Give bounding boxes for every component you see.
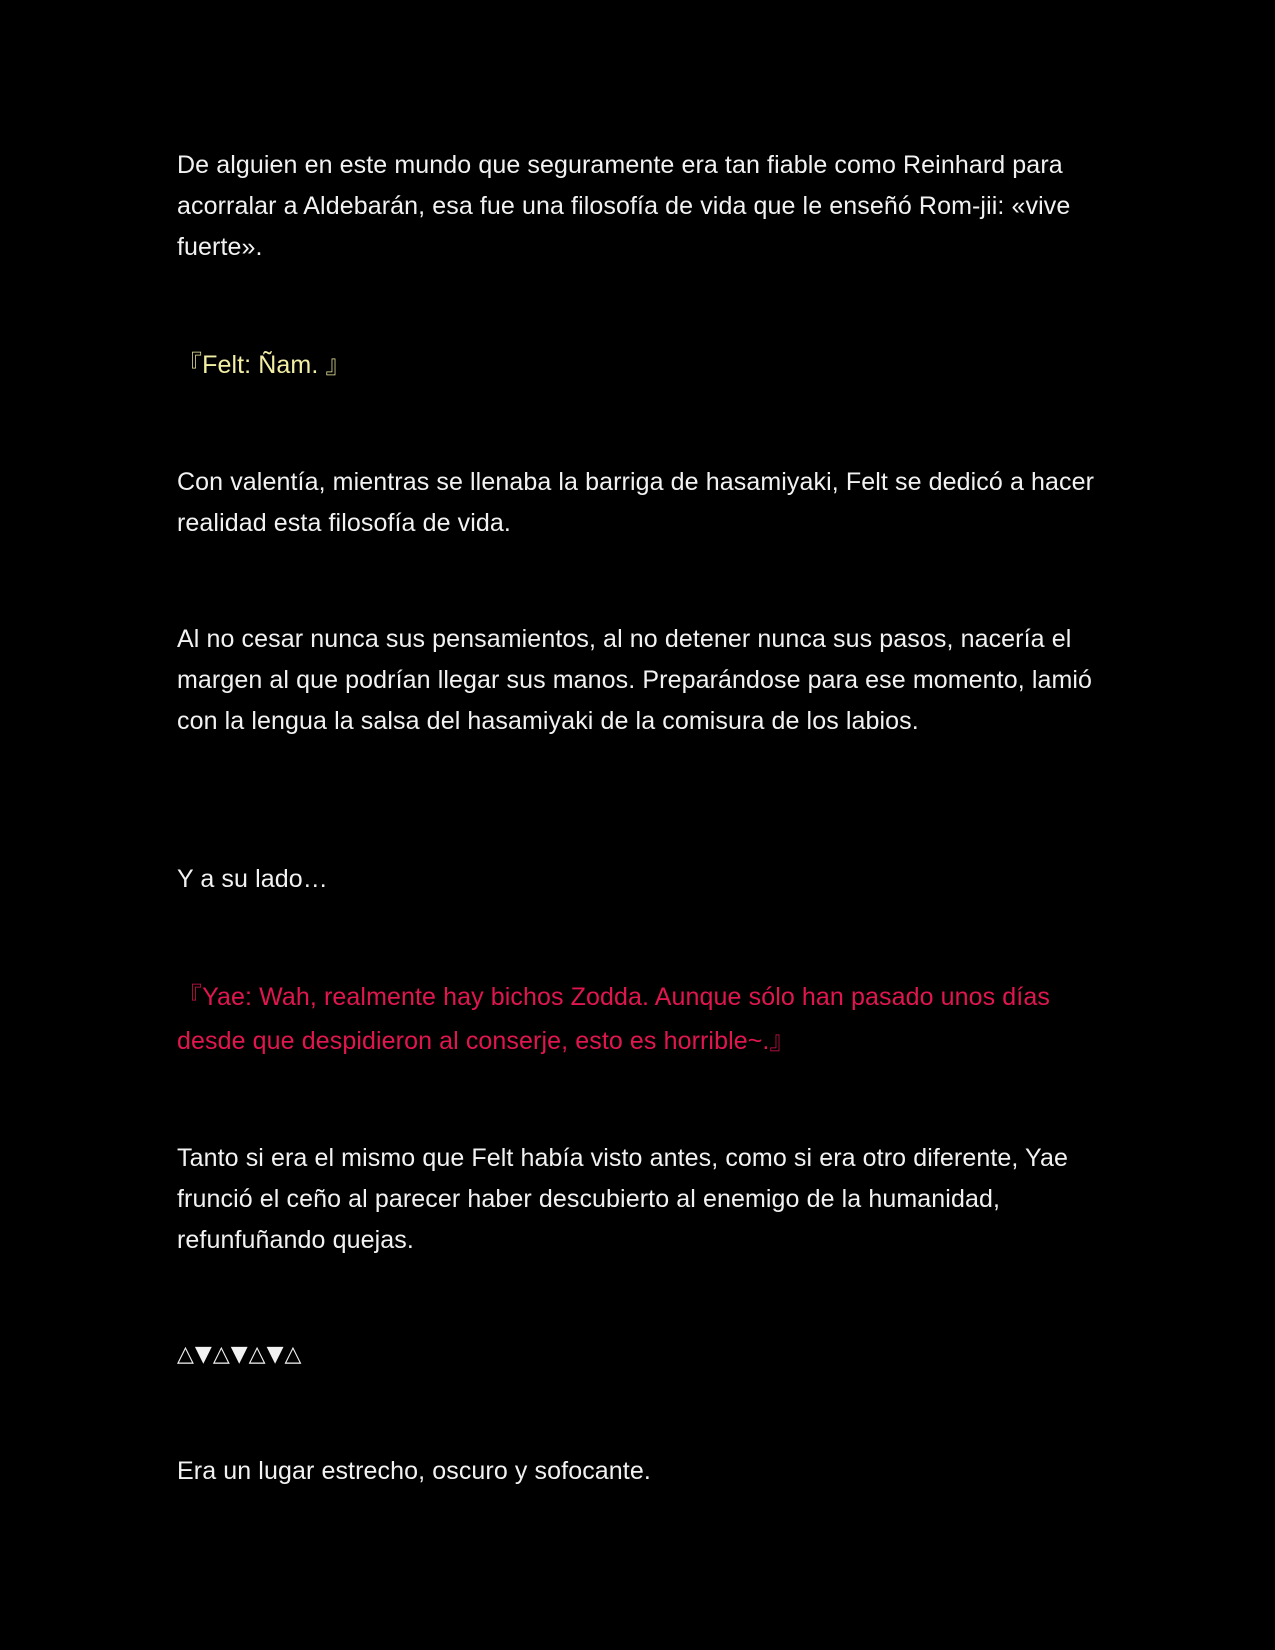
narration-paragraph-3: Al no cesar nunca sus pensamientos, al no detener nunca sus pasos, nacería el margen al que podrían llegar sus manos. Preparándose para ese momento, lamió con la lengua la salsa del hasamiyaki de la comisura de los labios. — [177, 625, 1093, 735]
scene-separator: △▼△▼△▼△ — [177, 1342, 303, 1367]
narration-paragraph-2: Con valentía, mientras se llenaba la barriga de hasamiyaki, Felt se dedicó a hacer realidad esta filosofía de vida. — [177, 468, 1095, 537]
document-page — [177, 0, 1107, 1650]
narration-paragraph-1: De alguien en este mundo que seguramente era tan fiable como Reinhard para acorralar a Aldebarán, esa fue una filosofía de vida que le enseñó Rom-jii: «vive fuerte». — [177, 151, 1071, 261]
yae-dialogue-line: 『Yae: Wah, realmente hay bichos Zodda. Aunque sólo han pasado unos días desde que despidieron al conserje, esto es horrible~.』 — [177, 983, 1050, 1055]
narration-paragraph-5: Tanto si era el mismo que Felt había visto antes, como si era otro diferente, Yae frunció el ceño al parecer haber descubierto al enemigo de la humanidad, refunfuñando quejas. — [177, 1144, 1068, 1254]
narration-paragraph-4: Y a su lado… — [177, 865, 328, 893]
felt-dialogue-line: 『Felt: Ñam. 』 — [177, 351, 351, 379]
narration-paragraph-6: Era un lugar estrecho, oscuro y sofocante. — [177, 1457, 651, 1485]
